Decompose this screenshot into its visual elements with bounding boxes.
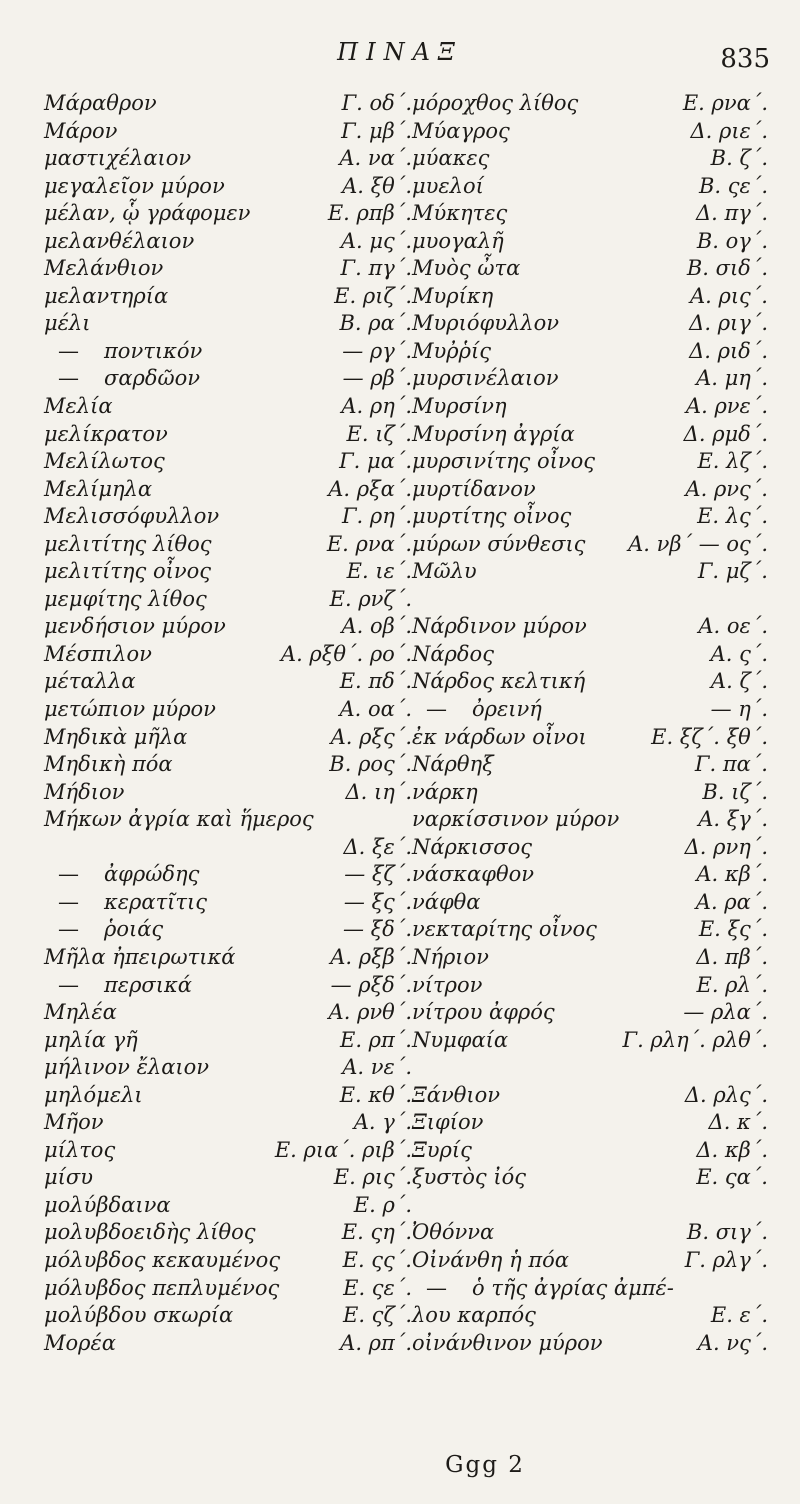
index-reference: Α. ρνθ΄. bbox=[328, 1000, 412, 1025]
index-term: μυρτίδανον bbox=[412, 476, 536, 501]
index-entry bbox=[412, 255, 768, 283]
index-entry bbox=[44, 421, 412, 449]
index-entry bbox=[412, 1330, 768, 1358]
index-entry bbox=[412, 944, 768, 972]
ditto-dash: — bbox=[58, 917, 79, 942]
index-term: μελαντηρία bbox=[44, 283, 169, 308]
index-term: νεκταρίτης οἶνος bbox=[412, 917, 597, 942]
index-reference: Ε. λζ΄. bbox=[697, 449, 768, 474]
index-term: Μύκητες bbox=[412, 201, 508, 226]
index-entry bbox=[412, 1054, 768, 1082]
index-entry bbox=[412, 393, 768, 421]
index-reference: Α. ρξθ΄. ρο΄. bbox=[280, 641, 412, 666]
index-term: Νυμφαία bbox=[412, 1027, 509, 1052]
index-entry bbox=[44, 806, 412, 834]
index-reference: Ε. πδ΄. bbox=[339, 669, 412, 694]
index-entry bbox=[44, 365, 412, 393]
index-reference: — ρλα΄. bbox=[683, 1000, 768, 1025]
index-term: Μελίμηλα bbox=[44, 476, 153, 501]
index-entry bbox=[44, 1247, 412, 1275]
index-entry bbox=[412, 503, 768, 531]
index-reference: Δ. κβ΄. bbox=[696, 1137, 768, 1162]
index-term: σαρδῶον bbox=[104, 366, 201, 391]
index-reference: Ε. λς΄. bbox=[697, 504, 768, 529]
index-entry bbox=[44, 779, 412, 807]
index-entry bbox=[44, 1330, 412, 1358]
index-reference: Δ. ρμδ΄. bbox=[683, 421, 768, 446]
index-entry bbox=[412, 448, 768, 476]
index-term: ναρκίσσινον μύρον bbox=[412, 807, 620, 832]
index-reference: Γ. ρη΄. bbox=[341, 504, 412, 529]
index-reference: Ε. ρνζ΄. bbox=[329, 586, 412, 611]
index-entry bbox=[44, 1054, 412, 1082]
index-entry bbox=[44, 310, 412, 338]
index-entry bbox=[44, 558, 412, 586]
index-entry bbox=[412, 1275, 768, 1303]
index-entry bbox=[44, 1109, 412, 1137]
index-term: Μηλέα bbox=[44, 1000, 117, 1025]
index-reference: Δ. ριγ΄. bbox=[689, 311, 768, 336]
ditto-dash: — bbox=[58, 338, 79, 363]
index-reference: Δ. ρλς΄. bbox=[684, 1082, 768, 1107]
index-term: μύακες bbox=[412, 146, 490, 171]
index-term: Οἰνάνθη ἡ πόα bbox=[412, 1247, 569, 1272]
index-reference: Α. ρξς΄. bbox=[330, 724, 412, 749]
index-entry bbox=[412, 90, 768, 118]
index-entry bbox=[44, 1219, 412, 1247]
index-entry bbox=[412, 421, 768, 449]
index-reference: Α. ξθ΄. bbox=[342, 173, 412, 198]
index-reference: Ε. ρπβ΄. bbox=[327, 201, 412, 226]
index-entry bbox=[412, 834, 768, 862]
index-term: Μήδιον bbox=[44, 779, 125, 804]
index-term: οἰνάνθινον μύρον bbox=[412, 1330, 603, 1355]
index-reference: Γ. μζ΄. bbox=[697, 559, 768, 584]
index-reference: Α. ρη΄. bbox=[341, 394, 412, 419]
index-reference: — ξζ΄. bbox=[344, 862, 412, 887]
index-entry bbox=[412, 1164, 768, 1192]
index-reference: Δ. ρνη΄. bbox=[684, 834, 768, 859]
index-term: περσικά bbox=[104, 972, 192, 997]
index-term: Νάρδος κελτική bbox=[412, 669, 586, 694]
index-term: λου καρπός bbox=[412, 1303, 536, 1328]
page-title: ΠΙΝΑΞ bbox=[337, 38, 463, 66]
index-term: ποντικόν bbox=[104, 338, 203, 363]
index-reference: Δ. κ΄. bbox=[708, 1110, 768, 1135]
index-column-right bbox=[412, 90, 768, 1357]
index-reference: Γ. ρλη΄. ρλθ΄. bbox=[622, 1027, 768, 1052]
ditto-dash: — bbox=[58, 972, 79, 997]
index-entry bbox=[412, 228, 768, 256]
index-reference: Α. νβ΄ — ος΄. bbox=[628, 531, 768, 556]
index-term: Νήριον bbox=[412, 944, 489, 969]
index-term: μηλία γῆ bbox=[44, 1027, 138, 1052]
index-term: μέλι bbox=[44, 311, 91, 336]
index-term: μελανθέλαιον bbox=[44, 228, 195, 253]
index-term: Ξυρίς bbox=[412, 1137, 472, 1162]
index-term: μετώπιον μύρον bbox=[44, 697, 216, 722]
index-entry bbox=[44, 476, 412, 504]
index-term: ξυστὸς ἰός bbox=[412, 1165, 527, 1190]
index-entry bbox=[44, 393, 412, 421]
index-term: Νάρδος bbox=[412, 641, 494, 666]
index-term: Μηδικὰ μῆλα bbox=[44, 724, 188, 749]
index-term: νάσκαφθον bbox=[412, 862, 534, 887]
index-entry bbox=[44, 173, 412, 201]
index-entry bbox=[412, 1247, 768, 1275]
index-term: κερατῖτις bbox=[104, 889, 208, 914]
index-reference: Α. ρνς΄. bbox=[685, 476, 768, 501]
index-term: Μελισσόφυλλον bbox=[44, 504, 220, 529]
index-column-left bbox=[44, 90, 412, 1357]
index-term: Μῶλυ bbox=[412, 559, 477, 584]
index-term: ἀφρώδης bbox=[104, 862, 200, 887]
index-term: μολύβδαινα bbox=[44, 1192, 171, 1217]
index-term: μέλαν, ᾧ γράφομεν bbox=[44, 201, 251, 226]
index-entry bbox=[412, 1109, 768, 1137]
index-entry bbox=[44, 200, 412, 228]
index-term: Νάρκισσος bbox=[412, 834, 532, 859]
index-entry bbox=[44, 1137, 412, 1165]
index-reference: Α. ρξα΄. bbox=[328, 476, 412, 501]
index-entry bbox=[412, 751, 768, 779]
index-reference: Δ. ριδ΄. bbox=[689, 338, 768, 363]
index-entry bbox=[44, 586, 412, 614]
index-reference: Α. ζ΄. bbox=[710, 669, 768, 694]
ditto-dash: — bbox=[426, 1275, 447, 1300]
index-reference: Ε. ρνα΄. bbox=[682, 91, 768, 115]
index-entry bbox=[44, 999, 412, 1027]
index-reference: Β. σιδ΄. bbox=[686, 256, 768, 281]
index-term: μηλόμελι bbox=[44, 1082, 143, 1107]
index-term: Μυρσίνη ἀγρία bbox=[412, 421, 575, 446]
index-entry bbox=[412, 613, 768, 641]
index-entry bbox=[412, 889, 768, 917]
index-reference: Β. ρος΄. bbox=[329, 752, 412, 777]
index-term: μέταλλα bbox=[44, 669, 136, 694]
index-entry bbox=[44, 889, 412, 917]
index-term: Μελία bbox=[44, 394, 113, 419]
index-reference: Ε. ςε΄. bbox=[343, 1275, 412, 1300]
index-term: μυρσινέλαιον bbox=[412, 366, 559, 391]
index-reference: Α. οβ΄. bbox=[341, 614, 412, 639]
index-term: Νάρδινον μύρον bbox=[412, 614, 587, 639]
index-term: ἐκ νάρδων οἶνοι bbox=[412, 724, 587, 749]
index-reference: Β. ζ΄. bbox=[710, 146, 768, 171]
index-entry bbox=[44, 751, 412, 779]
index-reference: Γ. πα΄. bbox=[694, 752, 768, 777]
index-term: μολυβδοειδὴς λίθος bbox=[44, 1220, 256, 1245]
index-term: Ξιφίον bbox=[412, 1110, 484, 1135]
index-term: μυελοί bbox=[412, 173, 484, 198]
index-term: Μήκων ἀγρία καὶ ἥμερος bbox=[44, 807, 314, 832]
index-reference: Ε. ςς΄. bbox=[342, 1247, 412, 1272]
index-term: μελίκρατον bbox=[44, 421, 168, 446]
index-entry bbox=[44, 861, 412, 889]
index-reference: Α. οε΄. bbox=[698, 614, 768, 639]
index-entry bbox=[44, 1027, 412, 1055]
index-reference: Ε. ρια΄. ριβ΄. bbox=[274, 1137, 412, 1162]
index-term: Μηδικὴ πόα bbox=[44, 752, 173, 777]
index-entry bbox=[412, 1082, 768, 1110]
index-entry bbox=[44, 228, 412, 256]
index-entry bbox=[44, 1082, 412, 1110]
index-reference: Ε. ρλ΄. bbox=[696, 972, 768, 997]
index-term: μίσυ bbox=[44, 1165, 93, 1190]
index-entry bbox=[44, 338, 412, 366]
page-number: 835 bbox=[720, 44, 770, 74]
index-entry bbox=[44, 145, 412, 173]
index-entry bbox=[412, 338, 768, 366]
index-term: Ξάνθιον bbox=[412, 1082, 501, 1107]
index-reference: — ργ΄. bbox=[342, 338, 412, 363]
index-term: Μυρσίνη bbox=[412, 394, 507, 419]
index-entry bbox=[44, 613, 412, 641]
index-entry bbox=[44, 1275, 412, 1303]
index-entry bbox=[44, 944, 412, 972]
index-entry bbox=[412, 1192, 768, 1220]
index-entry bbox=[44, 283, 412, 311]
index-term: μήλινον ἔλαιον bbox=[44, 1055, 210, 1080]
index-reference: Β. ρα΄. bbox=[339, 311, 412, 336]
index-entry bbox=[44, 972, 412, 1000]
index-reference: Α. ρπ΄. bbox=[340, 1330, 412, 1355]
index-entry bbox=[44, 641, 412, 669]
index-entry bbox=[44, 118, 412, 146]
index-entry bbox=[44, 1164, 412, 1192]
index-term: νάφθα bbox=[412, 889, 481, 914]
index-reference: Α. ς΄. bbox=[710, 641, 768, 666]
index-term: Μῆον bbox=[44, 1110, 104, 1135]
index-reference: Ε. κθ΄. bbox=[339, 1082, 412, 1107]
index-entry bbox=[412, 999, 768, 1027]
index-term: νίτρον bbox=[412, 972, 483, 997]
index-reference: Α. ξγ΄. bbox=[698, 807, 768, 832]
index-reference: Δ. ιη΄. bbox=[345, 779, 412, 804]
index-reference: Ε. ιζ΄. bbox=[346, 421, 412, 446]
index-reference: Β. σιγ΄. bbox=[686, 1220, 768, 1245]
index-reference: Ε. ςη΄. bbox=[341, 1220, 412, 1245]
index-term: μενδήσιον μύρον bbox=[44, 614, 226, 639]
index-term: Μυριόφυλλον bbox=[412, 311, 559, 336]
index-reference: Β. ογ΄. bbox=[696, 228, 768, 253]
index-term: νίτρου ἀφρός bbox=[412, 1000, 555, 1025]
index-reference: Α. ρξβ΄. bbox=[330, 944, 412, 969]
ditto-dash: — bbox=[58, 366, 79, 391]
index-reference: Α. ρνε΄. bbox=[685, 394, 768, 419]
index-entry bbox=[412, 173, 768, 201]
index-term: Μύαγρος bbox=[412, 118, 510, 143]
index-reference: — ξς΄. bbox=[343, 889, 412, 914]
index-reference: Ε. ριζ΄. bbox=[334, 283, 412, 308]
index-entry bbox=[44, 503, 412, 531]
index-reference: — η΄. bbox=[710, 697, 768, 722]
index-term: μολύβδου σκωρία bbox=[44, 1303, 234, 1328]
index-entry bbox=[412, 1027, 768, 1055]
index-entry bbox=[44, 448, 412, 476]
index-reference: Ε. ιε΄. bbox=[346, 559, 412, 584]
index-reference: Γ. ρλγ΄. bbox=[684, 1247, 768, 1272]
index-term: Μάρον bbox=[44, 118, 118, 143]
index-term: μύρων σύνθεσις bbox=[412, 531, 586, 556]
index-term: Μυὸς ὦτα bbox=[412, 256, 521, 281]
index-entry bbox=[412, 1137, 768, 1165]
index-reference: Δ. πγ΄. bbox=[695, 201, 768, 226]
index-term: ὁ τῆς ἀγρίας ἀμπέ- bbox=[472, 1275, 674, 1300]
index-term: Νάρθηξ bbox=[412, 752, 494, 777]
index-entry bbox=[44, 90, 412, 118]
index-term: Μῆλα ἠπειρωτικά bbox=[44, 944, 236, 969]
index-entry bbox=[412, 641, 768, 669]
index-entry bbox=[44, 255, 412, 283]
index-term: μυογαλῆ bbox=[412, 228, 504, 253]
index-reference: Ε. ρνα΄. bbox=[326, 531, 412, 556]
index-reference: Α. κβ΄. bbox=[696, 862, 768, 887]
index-entry bbox=[412, 916, 768, 944]
index-reference: Α. μς΄. bbox=[340, 228, 412, 253]
index-reference: Γ. μα΄. bbox=[339, 449, 412, 474]
index-entry bbox=[44, 668, 412, 696]
index-reference: Α. νε΄. bbox=[342, 1055, 412, 1080]
index-term: μεμφίτης λίθος bbox=[44, 586, 207, 611]
page-header bbox=[0, 38, 800, 78]
index-reference: Α. να΄. bbox=[339, 146, 412, 171]
index-term: μυρσινίτης οἶνος bbox=[412, 449, 596, 474]
index-reference: Γ. πγ΄. bbox=[340, 256, 412, 281]
index-term: Μυρίκη bbox=[412, 283, 494, 308]
index-term: μόλυβδος κεκαυμένος bbox=[44, 1247, 281, 1272]
index-reference: Ε. ε΄. bbox=[710, 1303, 768, 1328]
index-entry bbox=[412, 283, 768, 311]
index-reference: Ε. ςζ΄. bbox=[343, 1303, 412, 1328]
index-reference: Ε. ρις΄. bbox=[333, 1165, 412, 1190]
index-reference: Γ. οδ΄. bbox=[341, 91, 412, 115]
index-entry bbox=[412, 779, 768, 807]
index-entry bbox=[412, 531, 768, 559]
index-term: νάρκη bbox=[412, 779, 478, 804]
index-term: Μελάνθιον bbox=[44, 256, 164, 281]
index-entry bbox=[412, 724, 768, 752]
index-entry bbox=[412, 1302, 768, 1330]
index-entry bbox=[412, 558, 768, 586]
index-term: μελιτίτης οἶνος bbox=[44, 559, 211, 584]
index-entry bbox=[412, 668, 768, 696]
index-entry bbox=[44, 916, 412, 944]
index-entry bbox=[44, 1192, 412, 1220]
index-term: μεγαλεῖον μύρον bbox=[44, 173, 225, 198]
index-entry bbox=[44, 1302, 412, 1330]
index-entry bbox=[412, 972, 768, 1000]
index-entry bbox=[412, 145, 768, 173]
index-term: Μυῤῥίς bbox=[412, 338, 491, 363]
index-reference: Γ. μβ΄. bbox=[341, 118, 412, 143]
index-reference: Ε. ρ΄. bbox=[353, 1192, 412, 1217]
index-entry bbox=[412, 118, 768, 146]
index-reference: Ε. ξς΄. bbox=[698, 917, 768, 942]
index-term: μελιτίτης λίθος bbox=[44, 531, 212, 556]
index-term: Μέσπιλον bbox=[44, 641, 152, 666]
index-entry bbox=[44, 724, 412, 752]
index-term: Μάραθρον bbox=[44, 91, 157, 115]
index-term: μαστιχέλαιον bbox=[44, 146, 192, 171]
index-entry bbox=[44, 834, 412, 862]
index-entry bbox=[412, 200, 768, 228]
index-reference: Δ. πβ΄. bbox=[696, 944, 768, 969]
index-reference: Β. ιζ΄. bbox=[702, 779, 768, 804]
index-reference: Β. ςε΄. bbox=[699, 173, 768, 198]
index-reference: Δ. ριε΄. bbox=[690, 118, 768, 143]
index-term: ῥοιάς bbox=[104, 917, 164, 942]
index-reference: Α. οα΄. bbox=[339, 697, 412, 722]
ditto-dash: — bbox=[426, 697, 447, 722]
index-reference: Α. ρις΄. bbox=[689, 283, 768, 308]
index-term: Ὀθόννα bbox=[412, 1220, 495, 1245]
index-reference: — ρβ΄. bbox=[342, 366, 412, 391]
index-reference: Ε. ρπ΄. bbox=[339, 1027, 412, 1052]
index-entry bbox=[44, 696, 412, 724]
index-term: ὀρεινή bbox=[472, 697, 542, 722]
index-reference: Ε. ςα΄. bbox=[696, 1165, 768, 1190]
index-entry bbox=[412, 586, 768, 614]
index-entry bbox=[412, 310, 768, 338]
index-entry bbox=[412, 861, 768, 889]
index-term: μυρτίτης οἶνος bbox=[412, 504, 572, 529]
index-term: Μελίλωτος bbox=[44, 449, 165, 474]
ditto-dash: — bbox=[58, 889, 79, 914]
index-reference: Α. γ΄. bbox=[353, 1110, 412, 1135]
index-reference: Α. νς΄. bbox=[697, 1330, 768, 1355]
signature-mark: Ggg 2 bbox=[445, 1452, 525, 1478]
index-reference: Ε. ξζ΄. ξθ΄. bbox=[651, 724, 768, 749]
index-entry bbox=[412, 806, 768, 834]
index-entry bbox=[412, 696, 768, 724]
index-reference: Α. ρα΄. bbox=[695, 889, 768, 914]
index-term: Μορέα bbox=[44, 1330, 116, 1355]
index-term: μόροχθος λίθος bbox=[412, 91, 579, 115]
index-reference: — ρξδ΄. bbox=[330, 972, 412, 997]
index-reference: Δ. ξε΄. bbox=[343, 834, 412, 859]
ditto-dash: — bbox=[58, 862, 79, 887]
index-entry bbox=[412, 1219, 768, 1247]
index-reference: Α. μη΄. bbox=[696, 366, 768, 391]
index-term: μίλτος bbox=[44, 1137, 116, 1162]
index-entry bbox=[412, 476, 768, 504]
index-entry bbox=[44, 531, 412, 559]
index-entry bbox=[412, 365, 768, 393]
index-term: μόλυβδος πεπλυμένος bbox=[44, 1275, 280, 1300]
index-reference: — ξδ΄. bbox=[342, 917, 412, 942]
